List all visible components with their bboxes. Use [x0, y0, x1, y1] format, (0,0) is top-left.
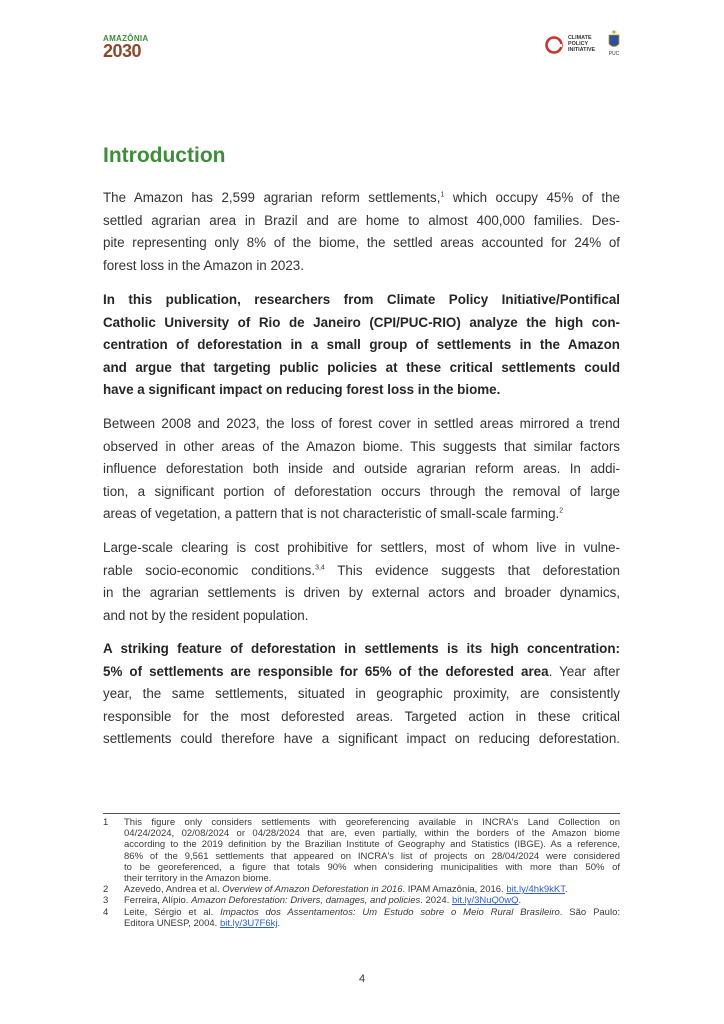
paragraph-3-line-3: influence deforestation both inside and outside agrarian reform areas. In addi-: [103, 461, 620, 476]
paragraph-4-line-4: and not by the resident population.: [103, 607, 309, 623]
logo-top-text: AMAZÔNIA: [103, 34, 149, 43]
puc-crest-icon: [606, 30, 622, 60]
paragraph-4: [103, 537, 620, 627]
footnote-number: 1: [103, 817, 109, 828]
footnote-1-line-2: 04/24/2024, 02/08/2024 or 04/28/2024 that are, even partially, within the borders of the Amazon biome: [124, 828, 620, 840]
paragraph-2-line-2: Catholic University of Rio de Janeiro (CPI/PUC-RIO) analyze the high con-: [103, 314, 620, 330]
paragraph-2-line-1: In this publication, researchers from Climate Policy Initiative/Pontifical: [103, 292, 620, 307]
page-number: 4: [358, 973, 366, 985]
paragraph-4-line-1: Large-scale clearing is cost prohibitive for settlers, most of whom live in vulne-: [103, 540, 620, 555]
paragraph-5-line-2: 5% of settlements are responsible for 65% of the deforested area. Year after: [103, 663, 620, 679]
paragraph-1: [103, 187, 620, 277]
amazonia-2030-logo: [103, 34, 163, 60]
cpi-line-2: POLICY: [568, 41, 589, 48]
paragraph-4-line-2: rable socio-economic conditions.$^{3,4}$ This evidence suggests that deforestation: [103, 562, 620, 578]
footnote-3: 3 Ferreira, Alípio. Amazon Deforestation: Drivers, damages, and policies. 2024. bit.ly/3NuQ0wQ.: [103, 895, 522, 907]
footnote-ref-2: 2: [559, 507, 564, 515]
footnote-4-link[interactable]: bit.ly/3U7F6kj: [219, 917, 278, 929]
paragraph-2-line-3: centration of deforestation in a small group of settlements in the Amazon: [103, 337, 620, 352]
footnote-1-line-4: 86% of the 9,561 settlements that appeared on INCRA's list of projects on 28/04/2024 were considered: [124, 850, 620, 862]
paragraph-5: [103, 638, 620, 751]
paragraph-3-line-2: observed in other areas of the Amazon biome. This suggests that similar factors: [103, 438, 620, 454]
paragraph-2: [103, 289, 620, 402]
paragraph-2-line-4: and argue that targeting public policies at these critical settlements could: [103, 359, 620, 375]
paragraph-5-line-4: responsible for the most deforested areas. Targeted action in these critical: [103, 708, 620, 724]
cpi-mark-icon: [544, 35, 564, 55]
footnote-2-link[interactable]: bit.ly/4hk9kKT: [506, 884, 565, 896]
paragraph-1-line-2: settled agrarian area in Brazil and are home to almost 400,000 families. Des-: [103, 212, 620, 228]
footnote-number: 4: [103, 906, 109, 918]
cpi-line-3: INITIATIVE: [568, 47, 596, 54]
footnote-1-line-5: to be georeferenced, a figure that totals 90% when considering municipalities with more than 50% of: [124, 861, 620, 873]
paragraph-5-line-1: A striking feature of deforestation in settlements is its high concentration:: [103, 641, 620, 656]
paragraph-1-line-4: forest loss in the Amazon in 2023.: [103, 257, 304, 273]
footnote-1-line-3: according to the 2019 definition by the Brazilian Institute of Geography and Statistics (IBGE). As a reference,: [124, 839, 620, 851]
puc-label: PUC: [608, 51, 620, 57]
footnote-number: 2: [103, 884, 109, 896]
footnote-1-line-6: their territory in the Amazon biome.: [124, 873, 272, 885]
cpi-line-1: CLIMATE: [568, 35, 592, 41]
footnote-number: 3: [103, 895, 109, 907]
footnote-1: [103, 817, 620, 884]
paragraph-3: [103, 413, 620, 526]
paragraph-1-line-1: The Amazon has 2,599 agrarian reform settlements,$^1$ which occupy 45% of the: [103, 190, 620, 205]
cpi-puc-logo: [544, 30, 624, 60]
page-title: Introduction: [103, 144, 226, 167]
paragraph-2-line-5: have a significant impact on reducing forest loss in the biome.: [103, 382, 501, 397]
paragraph-3-line-5: areas of vegetation, a pattern that is not characteristic of small-scale farming.$^2$: [103, 506, 564, 521]
footnote-2: 2 Azevedo, Andrea et al. Overview of Amazon Deforestation in 2016. IPAM Amazônia, 2016. bit.ly/4hk9kKT.: [103, 884, 568, 896]
paragraph-4-line-3: in the agrarian settlements is driven by external actors and broader dynamics,: [103, 585, 620, 600]
footnote-4: 4 Leite, Sérgio et al. Impactos dos Assentamentos: Um Estudo sobre o Meio Rural Brasileiro. São Paulo: Editora UNESP, 2004. bit.ly/3U7F6kj.: [103, 906, 621, 929]
footnote-3-link[interactable]: bit.ly/3NuQ0wQ: [451, 895, 519, 907]
paragraph-5-line-5: settlements could therefore have a significant impact on reducing deforestation.: [103, 731, 620, 746]
footnote-divider: [103, 813, 620, 814]
footnote-ref-1: 1: [440, 191, 445, 199]
footnote-ref-3-4: 3,4: [315, 564, 325, 572]
footnotes: [103, 817, 620, 929]
logo-bottom-text: 2030: [103, 41, 142, 61]
cpi-wordmark: [568, 35, 595, 54]
paragraph-5-line-3: year, the same settlements, situated in geographic proximity, are consistently: [103, 686, 620, 701]
paragraph-1-line-3: pite representing only 8% of the biome, the settled areas accounted for 24% of: [103, 235, 620, 250]
paragraph-3-line-4: tion, a significant portion of deforestation occurs through the removal of large: [103, 483, 620, 499]
paragraph-3-line-1: Between 2008 and 2023, the loss of forest cover in settled areas mirrored a trend: [103, 416, 620, 431]
footnote-1-line-1: This figure only considers settlements with georeferencing available in INCRA's Land Collection on: [124, 817, 620, 828]
